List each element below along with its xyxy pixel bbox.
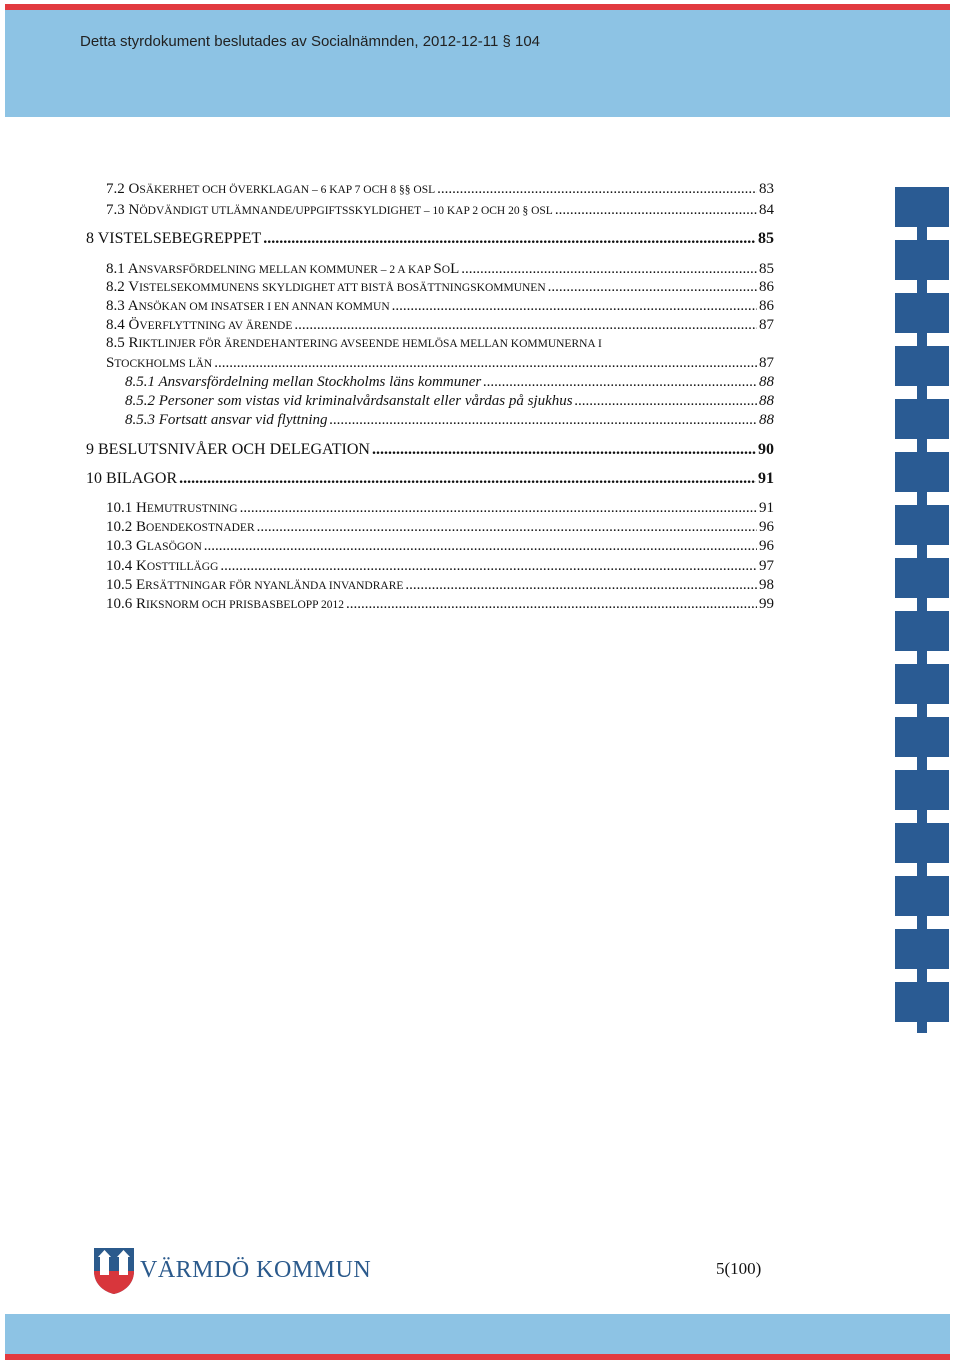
deco-square [895,240,949,280]
deco-connector [917,916,927,929]
toc-leader [214,354,757,372]
toc-page: 85 [759,261,774,277]
deco-connector [917,280,927,293]
side-decoration [895,187,949,1033]
toc-leader [575,392,757,410]
toc-entry-8-5-1[interactable]: 8.5.1 Ansvarsfördelning mellan Stockholms läns kommuner ..... 88 [125,373,774,391]
toc-leader [240,499,757,517]
deco-connector [917,598,927,611]
toc-leader [179,470,756,488]
toc-entry-10-4[interactable]: 10.4 KOSTTILLÄGG ..... 97 [106,557,774,576]
deco-square [895,929,949,969]
deco-connector [917,704,927,717]
deco-square [895,876,949,916]
toc-entry-8-5-3[interactable]: 8.5.3 Fortsatt ansvar vid flyttning ..... 88 [125,411,774,429]
toc-entry-8-5[interactable]: STOCKHOLMS LÄN ..... 87 [106,354,774,373]
toc-page: 99 [759,596,774,612]
deco-connector [917,651,927,664]
toc-entry-10[interactable]: 10 BILAGOR ..... 91 [86,470,774,488]
deco-connector [917,969,927,982]
deco-connector [917,545,927,558]
toc-page: 97 [759,558,774,574]
toc-page: 86 [759,279,774,295]
deco-connector [917,386,927,399]
header-text: Detta styrdokument beslutades av Socialnämnden, 2012-12-11 § 104 [80,33,541,50]
toc-entry-10-2[interactable]: 10.2 BOENDEKOSTNADER ..... 96 [106,518,774,537]
toc-leader [548,278,757,296]
deco-square [895,293,949,333]
toc-page: 88 [759,374,774,390]
deco-square [895,452,949,492]
toc-entry-8[interactable]: 8 VISTELSEBEGREPPET ..... 85 [86,230,774,248]
toc-leader [204,537,757,555]
toc-page: 98 [759,577,774,593]
footer-band [5,1314,950,1354]
deco-square [895,558,949,598]
deco-connector [917,492,927,505]
toc-entry-9[interactable]: 9 BESLUTSNIVÅER OCH DELEGATION ..... 90 [86,441,774,459]
toc-entry-10-1[interactable]: 10.1 HEMUTRUSTNING ..... 91 [106,499,774,518]
toc-entry-8-2[interactable]: 8.2 VISTELSEKOMMUNENS SKYLDIGHET ATT BISTÅ BOSÄTTNINGSKOMMUNEN ..... 86 [106,278,774,297]
deco-square [895,823,949,863]
toc-page: 96 [759,538,774,554]
logo-text: VÄRMDÖ KOMMUN [140,1257,372,1283]
toc-leader [555,201,757,219]
toc-page: 87 [759,355,774,371]
toc-leader [263,230,756,248]
toc-page: 86 [759,298,774,314]
deco-connector [917,227,927,240]
deco-square [895,770,949,810]
toc-page: 91 [759,500,774,516]
toc-entry-8-5-2[interactable]: 8.5.2 Personer som vistas vid kriminalvårdsanstalt eller vårdas på sjukhus ..... 88 [125,392,774,410]
toc-leader [392,297,757,315]
toc-leader [483,373,757,391]
deco-connector [917,1022,927,1033]
toc-entry-7-2[interactable]: 7.2 OSÄKERHET OCH ÖVERKLAGAN – 6 KAP 7 OCH 8 §§ OSL ..... 83 [106,180,774,199]
toc-leader [330,411,758,429]
deco-square [895,346,949,386]
toc-entry-10-3[interactable]: 10.3 GLASÖGON ..... 96 [106,537,774,556]
toc-entry-7-3[interactable]: 7.3 NÖDVÄNDIGT UTLÄMNANDE/UPPGIFTSSKYLDIGHET – 10 KAP 2 OCH 20 § OSL ..... 84 [106,201,774,220]
toc-page: 84 [759,202,774,218]
toc-leader [437,180,757,198]
toc-leader [257,518,757,536]
deco-connector [917,757,927,770]
page-number: 5(100) [716,1259,762,1278]
toc-leader [346,595,757,613]
toc-leader [461,260,757,278]
toc-leader [220,557,757,575]
deco-square [895,611,949,651]
deco-square [895,664,949,704]
toc-entry-8-5-line1[interactable]: 8.5 RIKTLINJER FÖR ÄRENDEHANTERING AVSEENDE HEMLÖSA MELLAN KOMMUNERNA I [106,335,602,351]
deco-square [895,187,949,227]
toc-page: 91 [758,470,774,487]
deco-connector [917,810,927,823]
deco-connector [917,863,927,876]
toc-page: 88 [759,412,774,428]
deco-square [895,717,949,757]
toc-entry-8-4[interactable]: 8.4 ÖVERFLYTTNING AV ÄRENDE ..... 87 [106,316,774,335]
toc-page: 88 [759,393,774,409]
toc-page: 83 [759,181,774,197]
toc-leader [372,441,756,459]
toc-page: 96 [759,519,774,535]
toc-leader [294,316,757,334]
deco-square [895,982,949,1022]
deco-square [895,399,949,439]
toc-page: 87 [759,317,774,333]
deco-square [895,505,949,545]
varmdo-logo-icon [93,1247,135,1295]
toc-entry-10-6[interactable]: 10.6 RIKSNORM OCH PRISBASBELOPP 2012 ..... 99 [106,595,774,614]
toc-entry-8-3[interactable]: 8.3 ANSÖKAN OM INSATSER I EN ANNAN KOMMUN ..... 86 [106,297,774,316]
toc-page: 85 [758,230,774,247]
toc-leader [405,576,757,594]
toc-entry-10-5[interactable]: 10.5 ERSÄTTNINGAR FÖR NYANLÄNDA INVANDRARE ..... 98 [106,576,774,595]
deco-connector [917,439,927,452]
header-band [5,10,950,117]
deco-connector [917,333,927,346]
toc-entry-8-1[interactable]: 8.1 ANSVARSFÖRDELNING MELLAN KOMMUNER – 2 A KAP SOL ..... 85 [106,260,774,279]
toc-page: 90 [758,441,774,458]
bottom-red-stripe [5,1354,950,1360]
